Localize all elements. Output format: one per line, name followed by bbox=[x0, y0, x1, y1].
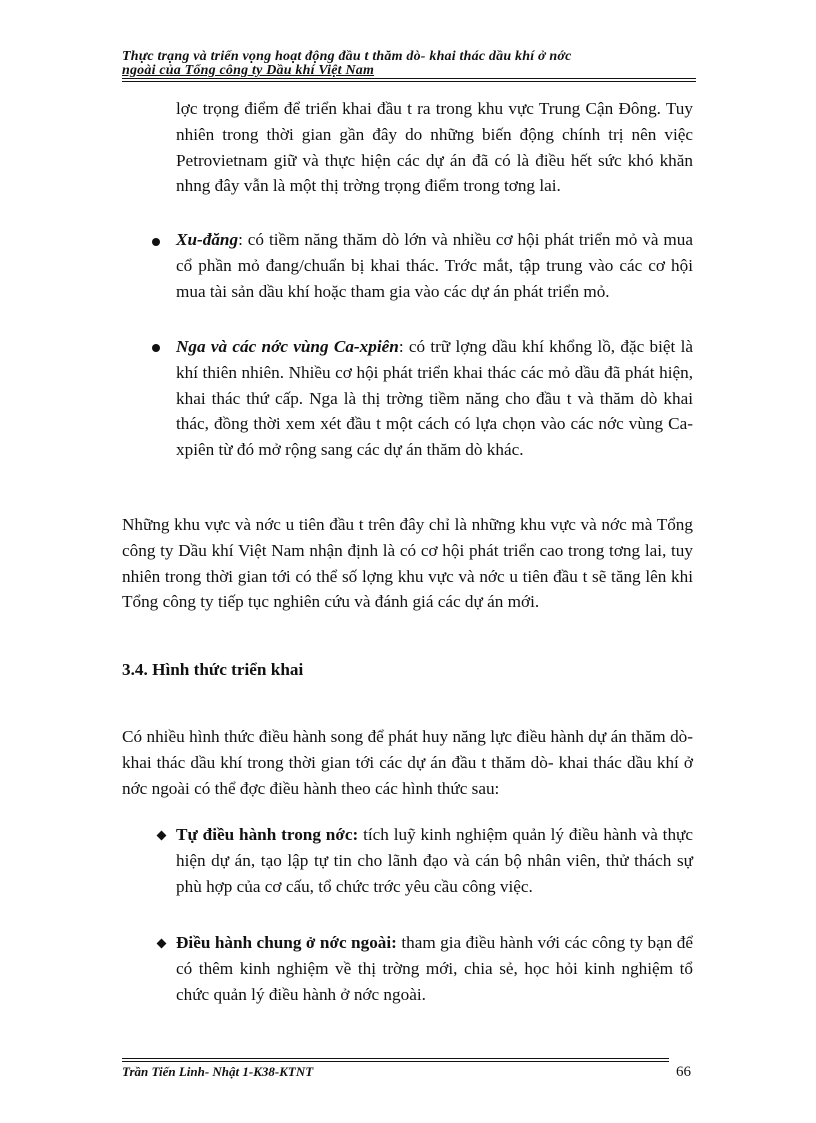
bullet-icon bbox=[152, 238, 160, 246]
footer-author: Trần Tiến Linh- Nhật 1-K38-KTNT bbox=[122, 1064, 314, 1079]
form-text: tham gia điều hành với các công ty bạn để có thêm kinh nghiệm về thị trờng mới, chia sẻ, học hỏi kinh nghiệm tổ chức quản lý điều hành ở nớc ngoài. bbox=[176, 933, 694, 1004]
list-item bbox=[176, 334, 693, 463]
running-header bbox=[122, 50, 696, 78]
form-term: Điều hành chung ở nớc ngoài: bbox=[176, 933, 397, 952]
summary-paragraph: Những khu vực và nớc u tiên đầu t trên đây chỉ là những khu vực và nớc mà Tổng công ty Dầu khí Việt Nam nhận định là có cơ hội phát triển cao trong tơng lai, tuy nhiên trong thời gian tới có thể số lợng khu vực và nớc u tiên đầu t sẽ tăng lên khi Tổng công ty tiếp tục nghiên cứu và đánh giá các dự án mới. bbox=[122, 515, 693, 612]
list-item bbox=[176, 822, 693, 899]
footer-rule bbox=[122, 1058, 669, 1059]
header-line-1: Thực trạng và triển vọng hoạt động đầu t thăm dò- khai thác dầu khí ở nớc bbox=[122, 49, 572, 64]
footer-rule bbox=[122, 1061, 669, 1062]
intro-paragraph: Có nhiều hình thức điều hành song để phát huy năng lực điều hành dự án thăm dò- khai thác dầu khí trong thời gian tới các dự án đầu t thăm dò- khai thác dầu khí ở nớc ngoài có thể đợc điều hành theo các hình thức sau: bbox=[122, 727, 693, 798]
header-line-2: ngoài của Tổng công ty Dầu khí Việt Nam bbox=[122, 63, 375, 78]
form-text: tích luỹ kinh nghiệm quản lý điều hành và thực hiện dự án, tạo lập tự tin cho lãnh đạo và cán bộ nhân viên, thử thách sự phù hợp của cơ cấu, tổ chức trớc yêu cầu công việc. bbox=[176, 825, 693, 896]
bullet-icon bbox=[152, 344, 160, 352]
page-number: 66 bbox=[676, 1064, 691, 1080]
header-rule bbox=[122, 81, 696, 82]
list-item bbox=[176, 930, 693, 1007]
diamond-bullet-icon bbox=[157, 939, 167, 949]
continuation-paragraph: lợc trọng điểm để triển khai đầu t ra trong khu vực Trung Cận Đông. Tuy nhiên trong thời gian gần đây do những biến động chính trị nên việc Petrovietnam giữ và thực hiện các dự án đã có là điều hết sức khó khăn nhng đây vẫn là một thị trờng trọng điểm trong tơng lai. bbox=[176, 99, 693, 196]
region-text: : có trữ lợng dầu khí khổng lồ, đặc biệt là khí thiên nhiên. Nhiều cơ hội phát triển khai thác các mỏ dầu đã phát hiện, khai thác thứ cấp. Nga là thị trờng tiềm năng cho đầu t và thăm dò khai thác, đồng thời xem xét đầu t một cách có lựa chọn vào các nớc vùng Ca-xpiên từ đó mở rộng sang các dự án thăm dò khác. bbox=[176, 337, 694, 460]
region-term: Nga và các nớc vùng Ca-xpiên bbox=[176, 337, 399, 356]
form-term: Tự điều hành trong nớc: bbox=[176, 825, 359, 844]
region-text: : có tiềm năng thăm dò lớn và nhiều cơ hội phát triển mỏ và mua cổ phần mỏ đang/chuẩn bị khai thác. Trớc mắt, tập trung vào các cơ hội mua tài sản dầu khí hoặc tham gia vào các dự án phát triển mỏ. bbox=[176, 230, 693, 301]
region-term: Xu-đăng bbox=[176, 230, 239, 249]
list-item bbox=[176, 227, 693, 304]
header-rule bbox=[122, 78, 696, 79]
section-heading: 3.4. Hình thức triển khai bbox=[122, 660, 304, 679]
diamond-bullet-icon bbox=[157, 831, 167, 841]
